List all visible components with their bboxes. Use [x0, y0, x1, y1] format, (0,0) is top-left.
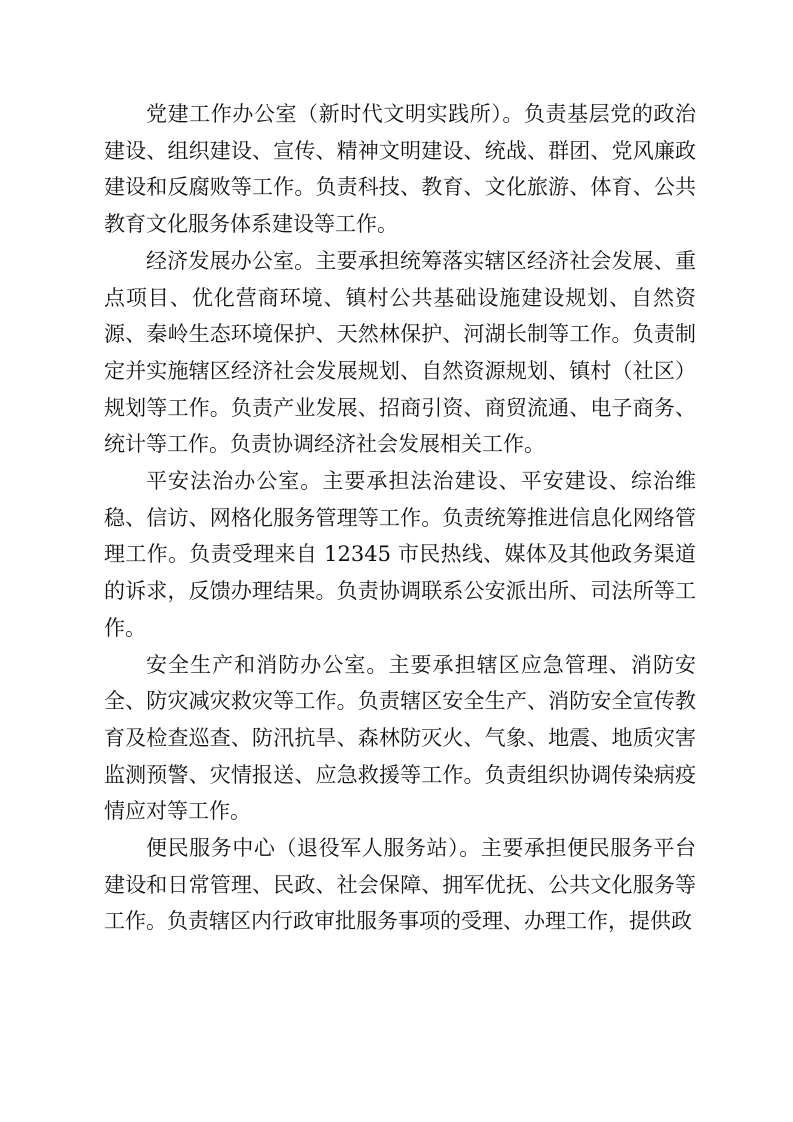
paragraph-safety-rule-of-law-office: 平安法治办公室。主要承担法治建设、平安建设、综治维稳、信访、网格化服务管理等工作。负责统筹推进信息化网络管理工作。负责受理来自 12345 市民热线、媒体及其他政务渠道的诉求，反馈办理结果。负责协调联系公安派出所、司法所等工作。	[104, 469, 696, 640]
paragraph-economic-development-office: 经济发展办公室。主要承担统筹落实辖区经济社会发展、重点项目、优化营商环境、镇村公共基础设施建设规划、自然资源、秦岭生态环境保护、天然林保护、河湖长制等工作。负责制定并实施辖区经济社会发展规划、自然资源规划、镇村（社区）规划等工作。负责产业发展、招商引资、商贸流通、电子商务、统计等工作。负责协调经济社会发展相关工作。	[104, 248, 696, 457]
document-body	[104, 96, 696, 940]
paragraph-convenience-service-center: 便民服务中心（退役军人服务站）。主要承担便民服务平台建设和日常管理、民政、社会保障、拥军优抚、公共文化服务等工作。负责辖区内行政审批服务事项的受理、办理工作，提供政	[104, 836, 696, 934]
paragraph-party-building-office: 党建工作办公室（新时代文明实践所）。负责基层党的政治建设、组织建设、宣传、精神文明建设、统战、群团、党风廉政建设和反腐败等工作。负责科技、教育、文化旅游、体育、公共教育文化服务体系建设等工作。	[104, 102, 696, 237]
paragraph-safety-production-fire-office: 安全生产和消防办公室。主要承担辖区应急管理、消防安全、防灾减灾救灾等工作。负责辖区安全生产、消防安全宣传教育及检查巡查、防汛抗旱、森林防灭火、气象、地震、地质灾害监测预警、灾情报送、应急救援等工作。负责组织协调传染病疫情应对等工作。	[104, 652, 696, 824]
